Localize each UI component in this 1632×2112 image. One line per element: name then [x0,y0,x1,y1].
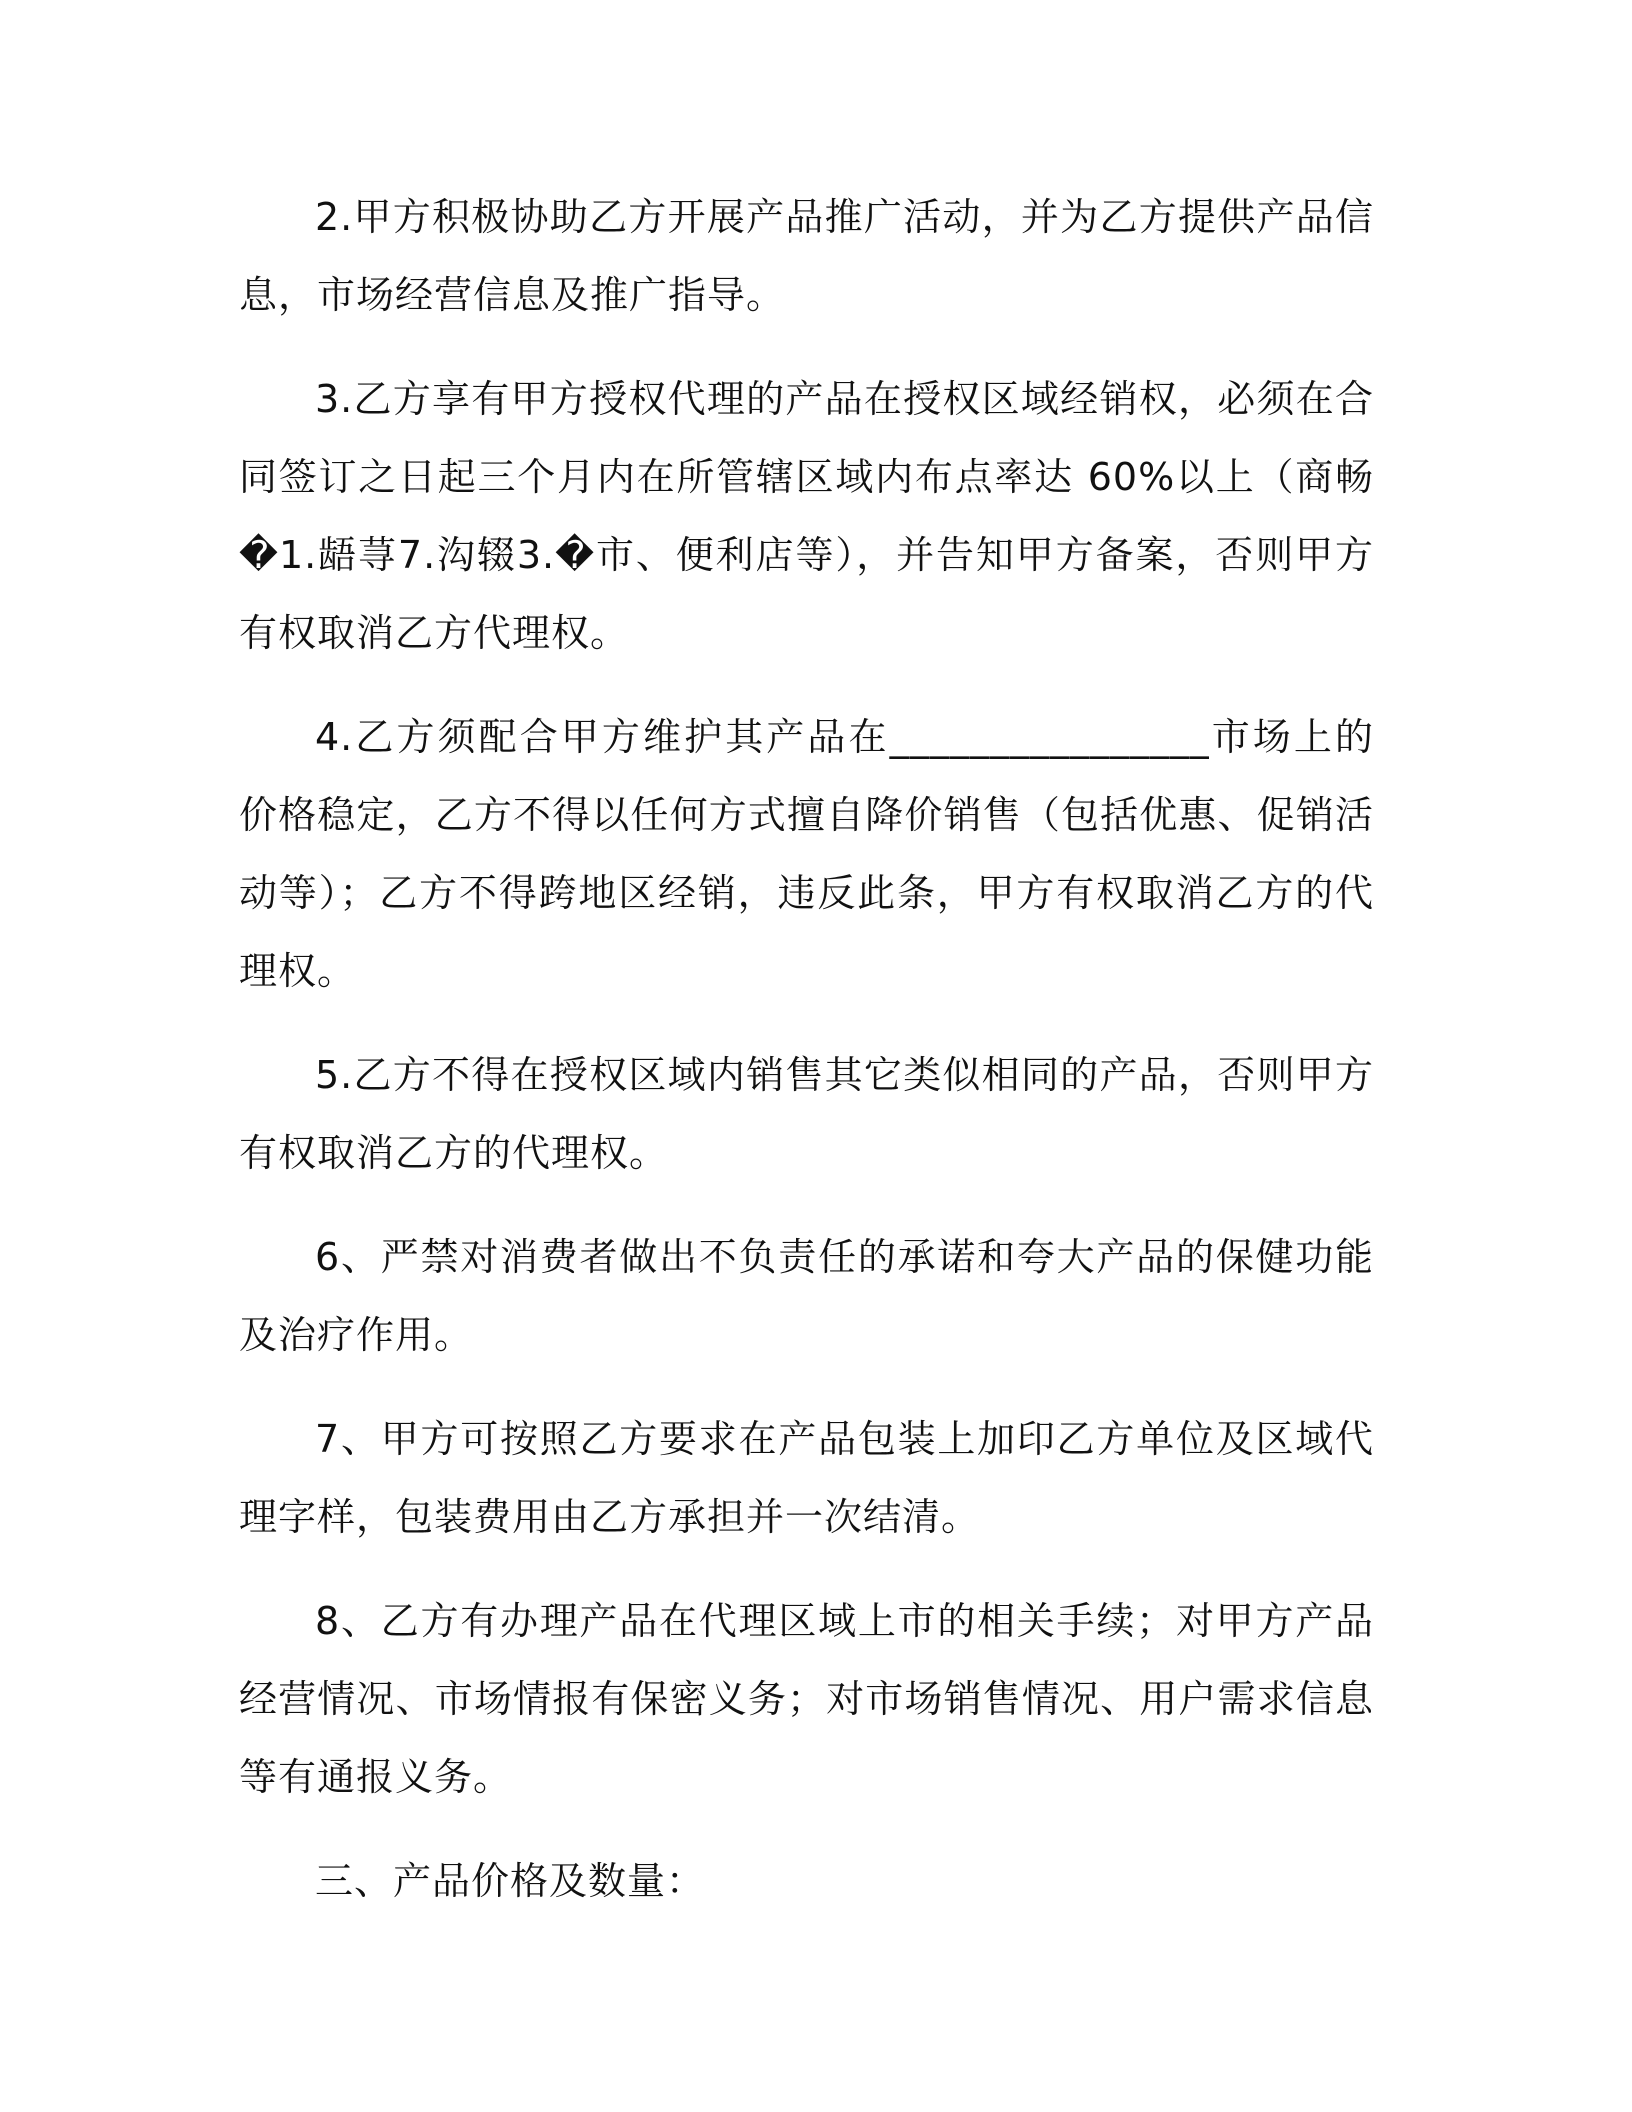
clause-7: 7、甲方可按照乙方要求在产品包装上加印乙方单位及区域代理字样，包装费用由乙方承担并一次结清。 [239,1417,1374,1539]
clause-4-text-after: 市场上的价格稳定，乙方不得以任何方式擅自降价销售（包括优惠、促销活动等）；乙方不得跨地区经销，违反此条，甲方有权取消乙方的代理权。 [239,715,1374,993]
clause-6: 6、严禁对消费者做出不负责任的承诺和夸大产品的保健功能及治疗作用。 [239,1235,1374,1357]
clause-8: 8、乙方有办理产品在代理区域上市的相关手续；对甲方产品经营情况、市场情报有保密义务；对市场销售情况、用户需求信息等有通报义务。 [239,1599,1374,1799]
section-heading: 三、产品价格及数量： [315,1859,706,1903]
clause-4-text-before: 4.乙方须配合甲方维护其产品在 [315,715,890,759]
clause-4-blank: ________________ [889,715,1210,759]
clause-2: 2.甲方积极协助乙方开展产品推广活动，并为乙方提供产品信息，市场经营信息及推广指导。 [239,195,1374,317]
clause-4 [239,698,1374,1010]
clause-5: 5.乙方不得在授权区域内销售其它类似相同的产品，否则甲方有权取消乙方的代理权。 [239,1053,1374,1175]
clause-3: 3.乙方享有甲方授权代理的产品在授权区域经销权，必须在合同签订之日起三个月内在所管辖区域内布点率达 60%以上（商畅�1.龉荨7.沟辍3.�市、便利店等），并告知甲方备案，否则甲方有权取消乙方代理权。 [239,377,1374,655]
document-body [239,178,1374,1920]
